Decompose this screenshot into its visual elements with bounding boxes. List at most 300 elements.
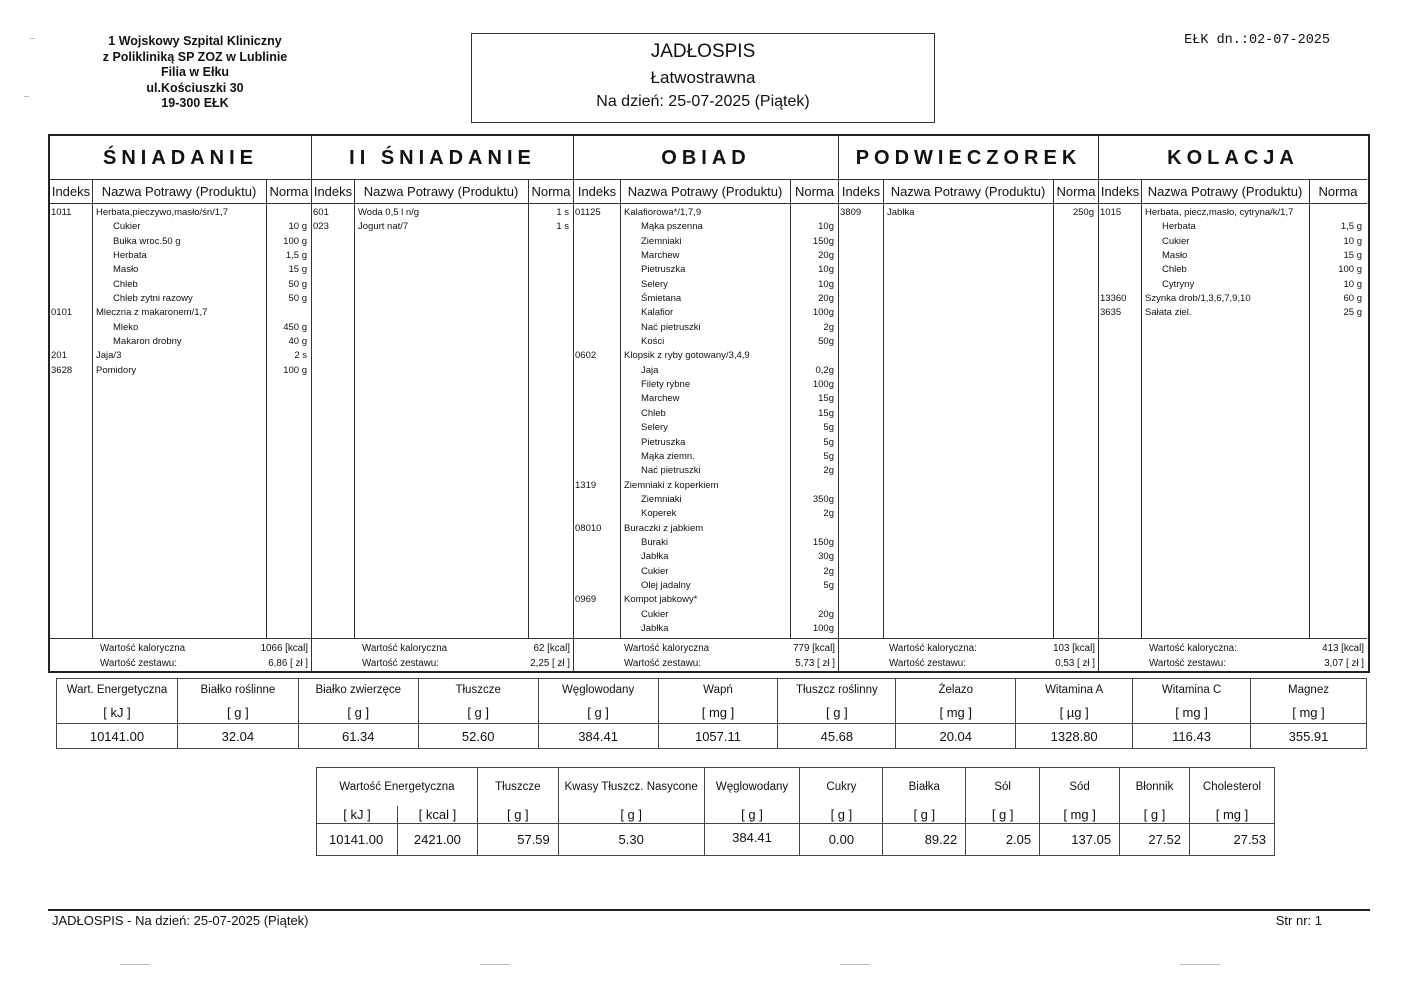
column-header-norm: Norma xyxy=(1053,180,1099,204)
nutrition-table-1 xyxy=(56,678,1367,749)
meal-column-sniadanie xyxy=(50,136,312,671)
dish-name: Jabłka xyxy=(887,207,915,218)
ingredient-name: Mąka ziemn. xyxy=(641,450,695,462)
ingredient-name: Jabłka xyxy=(641,551,669,563)
cost-summary xyxy=(839,656,1098,672)
ingredient-name: Makaron drobny xyxy=(113,336,182,348)
column-divider xyxy=(354,180,355,639)
menu-row xyxy=(312,220,573,234)
calorie-label: Wartość kaloryczna xyxy=(624,643,710,654)
menu-row xyxy=(1099,263,1367,277)
ingredient-name: Cytryny xyxy=(1162,278,1195,290)
hospital-line: ul.Kościuszki 30 xyxy=(146,80,244,95)
ingredient-name: Cukier xyxy=(1162,235,1190,247)
nutrition-unit: [ kJ ] xyxy=(57,702,178,724)
meal-title: ŚNIADANIE xyxy=(50,136,311,180)
menu-row xyxy=(574,622,838,636)
nutrition-header: Sód xyxy=(1040,768,1120,806)
ingredient-name: Herbata xyxy=(113,250,147,262)
menu-row xyxy=(50,349,311,363)
column-header-name: Nazwa Potrawy (Produktu) xyxy=(354,180,528,204)
menu-row xyxy=(574,306,838,320)
column-header-name: Nazwa Potrawy (Produktu) xyxy=(620,180,790,204)
hospital-line: 19-300 EŁK xyxy=(161,96,229,110)
column-header-name: Nazwa Potrawy (Produktu) xyxy=(883,180,1053,204)
cost-value: 5,73 [ zł ] xyxy=(795,658,835,669)
ingredient-name: Śmietana xyxy=(641,293,682,305)
nutrition-value: 10141.00 xyxy=(57,724,178,749)
menu-row xyxy=(574,507,838,521)
row-norm: 100g xyxy=(812,307,834,319)
column-header-index: Indeks xyxy=(839,180,883,204)
ingredient-name: Koperek xyxy=(641,508,677,520)
row-norm: 2g xyxy=(823,321,834,333)
dish-name: Buraczki z jabkiem xyxy=(624,522,704,534)
document-title: JADŁOSPIS xyxy=(650,41,756,62)
menu-row xyxy=(574,522,838,536)
scan-speck xyxy=(24,96,29,97)
calorie-summary xyxy=(839,641,1098,657)
dish-name: Herbata,pieczywo,masło/śn/1,7 xyxy=(96,207,229,218)
row-index: 023 xyxy=(313,221,329,233)
row-norm: 5g xyxy=(823,579,834,591)
nutrition-header: Białko zwierzęce xyxy=(298,679,418,702)
ingredient-name: Jabłka xyxy=(641,622,669,634)
row-norm: 150g xyxy=(812,235,834,247)
row-norm: 10g xyxy=(818,264,834,276)
menu-row xyxy=(50,321,311,335)
menu-row xyxy=(574,565,838,579)
menu-row xyxy=(50,278,311,292)
dish-name: Herbata, piecz,masło, cytryna/k/1,7 xyxy=(1145,207,1294,218)
menu-row xyxy=(574,335,838,349)
row-norm: 100 g xyxy=(283,235,307,247)
row-norm: 20g xyxy=(818,250,834,262)
row-index: 601 xyxy=(313,207,329,218)
scan-speck xyxy=(1180,964,1220,965)
cost-summary xyxy=(312,656,573,672)
ingredient-name: Cukier xyxy=(113,221,141,233)
row-index: 3809 xyxy=(840,207,862,218)
dish-name: Jaja/3 xyxy=(96,350,122,362)
meal-title: PODWIECZOREK xyxy=(839,136,1098,180)
menu-row xyxy=(50,292,311,306)
ingredient-name: Marchew xyxy=(641,250,680,262)
ingredient-name: Kości xyxy=(641,336,665,348)
ingredient-name: Masło xyxy=(1162,250,1188,262)
calorie-value: 413 [kcal] xyxy=(1322,643,1364,654)
nutrition-header: Węglowodany xyxy=(538,679,658,702)
row-index: 3635 xyxy=(1100,307,1122,319)
ingredient-name: Chleb xyxy=(641,407,666,419)
ingredient-name: Pietruszka xyxy=(641,264,686,276)
summary-divider xyxy=(50,638,311,639)
row-index: 0602 xyxy=(575,350,597,362)
nutrition-value: 384.41 xyxy=(704,824,800,856)
menu-row xyxy=(50,335,311,349)
cost-value: 3,07 [ zł ] xyxy=(1324,658,1364,669)
hospital-line: 1 Wojskowy Szpital Kliniczny xyxy=(108,34,282,48)
nutrition-header: Białka xyxy=(883,768,966,806)
print-date: EŁK dn.:02-07-2025 xyxy=(1184,33,1330,48)
nutrition-header: Błonnik xyxy=(1120,768,1190,806)
nutrition-value: 10141.00 xyxy=(317,824,398,856)
ingredient-name: Marchew xyxy=(641,393,680,405)
nutrition-value: 20.04 xyxy=(896,724,1016,749)
nutrition-header: Węglowodany xyxy=(704,768,800,806)
nutrition-value: 52.60 xyxy=(418,724,538,749)
menu-row xyxy=(574,407,838,421)
dish-name: Ziemniaki z koperkiem xyxy=(624,479,719,491)
nutrition-header: Wart. Energetyczna xyxy=(57,679,178,702)
calorie-label: Wartość kaloryczna xyxy=(362,643,448,654)
row-index: 0101 xyxy=(51,307,73,319)
nutrition-value: 2421.00 xyxy=(397,824,477,856)
menu-row xyxy=(50,235,311,249)
row-norm: 1 s xyxy=(556,207,569,218)
title-box xyxy=(471,33,935,123)
menu-row xyxy=(574,249,838,263)
row-norm: 10g xyxy=(818,278,834,290)
menu-row xyxy=(574,550,838,564)
footer-title: JADŁOSPIS - Na dzień: 25-07-2025 (Piątek) xyxy=(52,913,309,928)
ingredient-name: Ziemniaki xyxy=(641,493,682,505)
nutrition-header: Żelazo xyxy=(896,679,1016,702)
scan-speck xyxy=(120,964,150,965)
row-index: 1011 xyxy=(51,207,72,218)
summary-divider xyxy=(312,638,573,639)
nutrition-header: Wapń xyxy=(658,679,778,702)
nutrition-value: 1057.11 xyxy=(658,724,778,749)
scan-speck xyxy=(480,964,510,965)
nutrition-unit: [ µg ] xyxy=(1016,702,1133,724)
nutrition-table-2 xyxy=(316,767,1275,856)
nutrition-header: Magnez xyxy=(1251,679,1367,702)
row-index: 3628 xyxy=(51,364,73,376)
nutrition-unit: [ kcal ] xyxy=(397,806,477,824)
cost-label: Wartość zestawu: xyxy=(889,658,966,669)
ingredient-name: Selery xyxy=(641,422,668,434)
nutrition-unit: [ mg ] xyxy=(1251,702,1367,724)
calorie-summary xyxy=(312,641,573,657)
row-norm: 2g xyxy=(823,465,834,477)
row-norm: 150g xyxy=(812,536,834,548)
column-header-index: Indeks xyxy=(1099,180,1141,204)
menu-date: Na dzień: 25-07-2025 (Piątek) xyxy=(596,93,810,110)
row-norm: 250g xyxy=(1072,207,1094,218)
calorie-summary xyxy=(574,641,838,657)
nutrition-unit: [ g ] xyxy=(177,702,298,724)
ingredient-name: Buraki xyxy=(641,536,668,548)
row-norm: 60 g xyxy=(1343,293,1362,305)
nutrition-unit: [ g ] xyxy=(778,702,896,724)
nutrition-value: 355.91 xyxy=(1251,724,1367,749)
ingredient-name: Chleb zytni razowy xyxy=(113,293,193,305)
nutrition-unit: [ kJ ] xyxy=(317,806,398,824)
cost-value: 0,53 [ zł ] xyxy=(1055,658,1095,669)
dish-name: Klopsik z ryby gotowany/3,4,9 xyxy=(624,350,750,362)
nutrition-value: 2.05 xyxy=(966,824,1040,856)
menu-row xyxy=(574,263,838,277)
row-norm: 50 g xyxy=(288,278,307,290)
cost-label: Wartość zestawu: xyxy=(362,658,439,669)
nutrition-header: Kwasy Tłuszcz. Nasycone xyxy=(558,768,704,806)
row-norm: 100 g xyxy=(1338,264,1362,276)
dish-name: Jogurt nat/7 xyxy=(358,221,409,233)
column-divider xyxy=(1053,180,1054,639)
nutrition-header: Cholesterol xyxy=(1189,768,1274,806)
menu-row xyxy=(574,364,838,378)
calorie-summary xyxy=(1099,641,1367,657)
nutrition-unit: [ g ] xyxy=(800,806,883,824)
nutrition-header: Tłuszcze xyxy=(477,768,558,806)
row-norm: 100 g xyxy=(283,364,307,376)
ingredient-name: Olej jadalny xyxy=(641,579,691,591)
row-norm: 1 s xyxy=(556,221,569,233)
row-index: 201 xyxy=(51,350,67,362)
meal-items xyxy=(839,206,1098,220)
nutrition-header: Cukry xyxy=(800,768,883,806)
diet-name: Łatwostrawna xyxy=(650,68,756,87)
ingredient-name: Nać pietruszki xyxy=(641,465,701,477)
menu-row xyxy=(1099,278,1367,292)
nutrition-value: 116.43 xyxy=(1133,724,1251,749)
dish-name: Kalafiorowa*/1,7,9 xyxy=(624,207,702,218)
menu-row xyxy=(839,206,1098,220)
row-norm: 15 g xyxy=(1343,250,1362,262)
menu-row xyxy=(574,349,838,363)
nutrition-unit: [ g ] xyxy=(298,702,418,724)
nutrition-unit: [ g ] xyxy=(538,702,658,724)
menu-row xyxy=(574,220,838,234)
menu-row xyxy=(574,450,838,464)
menu-row xyxy=(50,206,311,220)
meal-title: OBIAD xyxy=(574,136,838,180)
nutrition-unit: [ g ] xyxy=(883,806,966,824)
cost-value: 2,25 [ zł ] xyxy=(530,658,570,669)
nutrition-header: Tłuszcz roślinny xyxy=(778,679,896,702)
row-norm: 10g xyxy=(818,221,834,233)
hospital-line: z Polikliniką SP ZOZ w Lublinie xyxy=(102,49,288,64)
column-header-index: Indeks xyxy=(50,180,92,204)
cost-label: Wartość zestawu: xyxy=(100,658,177,669)
menu-row xyxy=(1099,206,1367,220)
summary-divider xyxy=(1099,638,1367,639)
meal-column-ii-sniadanie xyxy=(312,136,574,671)
nutrition-value: 27.53 xyxy=(1189,824,1274,856)
row-norm: 15 g xyxy=(288,264,307,276)
scan-speck xyxy=(30,38,35,39)
menu-row xyxy=(574,493,838,507)
menu-row xyxy=(574,536,838,550)
menu-row xyxy=(574,235,838,249)
ingredient-name: Mąka pszenna xyxy=(641,221,703,233)
row-norm: 15g xyxy=(818,393,834,405)
column-header-norm: Norma xyxy=(266,180,312,204)
menu-row xyxy=(312,206,573,220)
row-norm: 100g xyxy=(812,622,834,634)
nutrition-unit: [ mg ] xyxy=(896,702,1016,724)
nutrition-unit: [ g ] xyxy=(558,806,704,824)
menu-row xyxy=(50,220,311,234)
ingredient-name: Kalafior xyxy=(641,307,674,319)
row-norm: 100g xyxy=(812,379,834,391)
nutrition-value: 384.41 xyxy=(538,724,658,749)
ingredient-name: Cukier xyxy=(641,608,669,620)
menu-row xyxy=(574,421,838,435)
column-header-index: Indeks xyxy=(312,180,354,204)
nutrition-header: Wartość Energetyczna xyxy=(317,768,478,806)
menu-table xyxy=(48,134,1370,673)
meal-items xyxy=(1099,206,1367,321)
nutrition-value: 0.00 xyxy=(800,824,883,856)
cost-label: Wartość zestawu: xyxy=(624,658,701,669)
row-norm: 5g xyxy=(823,450,834,462)
row-norm: 20g xyxy=(818,608,834,620)
nutrition-unit: [ mg ] xyxy=(1040,806,1120,824)
meal-title: II ŚNIADANIE xyxy=(312,136,573,180)
footer-divider xyxy=(48,909,1370,911)
row-norm: 5g xyxy=(823,422,834,434)
nutrition-value: 32.04 xyxy=(177,724,298,749)
scan-speck xyxy=(840,964,870,965)
column-header-index: Indeks xyxy=(574,180,620,204)
row-norm: 40 g xyxy=(288,336,307,348)
ingredient-name: Herbata xyxy=(1162,221,1196,233)
row-index: 1319 xyxy=(575,479,597,491)
ingredient-name: Filety rybne xyxy=(641,379,691,391)
dish-name: Sałata ziel. xyxy=(1145,307,1192,319)
calorie-value: 62 [kcal] xyxy=(533,643,570,654)
nutrition-header: Witamina A xyxy=(1016,679,1133,702)
nutrition-unit: [ g ] xyxy=(418,702,538,724)
menu-row xyxy=(1099,306,1367,320)
row-index: 08010 xyxy=(575,522,602,534)
row-norm: 10 g xyxy=(1343,235,1362,247)
column-header-norm: Norma xyxy=(790,180,839,204)
dish-name: Kompot jabkowy* xyxy=(624,594,698,606)
cost-summary xyxy=(50,656,311,672)
row-norm: 0,2g xyxy=(815,364,834,376)
nutrition-unit: [ g ] xyxy=(966,806,1040,824)
nutrition-value: 61.34 xyxy=(298,724,418,749)
nutrition-unit: [ g ] xyxy=(477,806,558,824)
menu-row xyxy=(1099,292,1367,306)
ingredient-name: Pietruszka xyxy=(641,436,686,448)
summary-divider xyxy=(839,638,1098,639)
row-norm: 1,5 g xyxy=(1340,221,1362,233)
nutrition-header: Białko roślinne xyxy=(177,679,298,702)
ingredient-name: Selery xyxy=(641,278,668,290)
row-index: 01125 xyxy=(575,207,601,218)
row-norm: 20g xyxy=(818,293,834,305)
ingredient-name: Cukier xyxy=(641,565,669,577)
nutrition-value: 27.52 xyxy=(1120,824,1190,856)
calorie-value: 103 [kcal] xyxy=(1053,643,1095,654)
dish-name: Mleczna z makaronem/1,7 xyxy=(96,307,208,319)
row-norm: 5g xyxy=(823,436,834,448)
menu-row xyxy=(574,579,838,593)
nutrition-unit: [ g ] xyxy=(1120,806,1190,824)
ingredient-name: Masło xyxy=(113,264,139,276)
nutrition-header: Sól xyxy=(966,768,1040,806)
column-header-name: Nazwa Potrawy (Produktu) xyxy=(1141,180,1309,204)
nutrition-value: 89.22 xyxy=(883,824,966,856)
menu-row xyxy=(50,364,311,378)
menu-row xyxy=(50,306,311,320)
menu-row xyxy=(574,392,838,406)
menu-row xyxy=(574,292,838,306)
column-header-name: Nazwa Potrawy (Produktu) xyxy=(92,180,266,204)
menu-row xyxy=(50,263,311,277)
row-norm: 2g xyxy=(823,508,834,520)
column-divider xyxy=(883,180,884,639)
menu-row xyxy=(1099,249,1367,263)
row-index: 13360 xyxy=(1100,293,1127,305)
meal-column-kolacja xyxy=(1099,136,1367,671)
nutrition-value: 137.05 xyxy=(1040,824,1120,856)
column-header-norm: Norma xyxy=(1309,180,1367,204)
menu-row xyxy=(574,378,838,392)
nutrition-header: Tłuszcze xyxy=(418,679,538,702)
cost-value: 6,86 [ zł ] xyxy=(268,658,308,669)
menu-row xyxy=(574,436,838,450)
ingredient-name: Nać pietruszki xyxy=(641,321,701,333)
row-norm: 50g xyxy=(818,336,834,348)
cost-summary xyxy=(574,656,838,672)
dish-name: Woda 0,5 l n/g xyxy=(358,207,420,218)
menu-row xyxy=(574,464,838,478)
row-index: 1015 xyxy=(1100,207,1122,218)
row-norm: 10 g xyxy=(288,221,307,233)
menu-row xyxy=(50,249,311,263)
row-norm: 2g xyxy=(823,565,834,577)
nutrition-value: 57.59 xyxy=(477,824,558,856)
hospital-line: Filia w Ełku xyxy=(160,65,230,79)
row-norm: 350g xyxy=(812,493,834,505)
page-number: Str nr: 1 xyxy=(1275,913,1322,928)
dish-name: Szynka drob/1,3,6,7,9,10 xyxy=(1145,293,1251,305)
menu-row xyxy=(574,321,838,335)
calorie-value: 1066 [kcal] xyxy=(260,643,308,654)
ingredient-name: Mleko xyxy=(113,321,139,333)
column-divider xyxy=(528,180,529,639)
nutrition-value: 5.30 xyxy=(558,824,704,856)
meal-items xyxy=(50,206,311,378)
cost-summary xyxy=(1099,656,1367,672)
calorie-label: Wartość kaloryczna: xyxy=(1149,643,1237,654)
row-norm: 450 g xyxy=(283,321,307,333)
column-header-norm: Norma xyxy=(528,180,574,204)
meal-column-podwieczorek xyxy=(839,136,1099,671)
nutrition-unit: [ mg ] xyxy=(1189,806,1274,824)
calorie-value: 779 [kcal] xyxy=(793,643,835,654)
menu-row xyxy=(1099,220,1367,234)
summary-divider xyxy=(574,638,838,639)
menu-row xyxy=(574,479,838,493)
ingredient-name: Ziemniaki xyxy=(641,235,682,247)
ingredient-name: Jaja xyxy=(641,364,659,376)
ingredient-name: Bułka wroc.50 g xyxy=(113,235,181,247)
menu-row xyxy=(574,278,838,292)
row-index: 0969 xyxy=(575,594,597,606)
row-norm: 25 g xyxy=(1343,307,1362,319)
nutrition-value: 45.68 xyxy=(778,724,896,749)
row-norm: 10 g xyxy=(1343,278,1362,290)
row-norm: 1,5 g xyxy=(285,250,307,262)
menu-row xyxy=(1099,235,1367,249)
hospital-address xyxy=(60,34,330,112)
